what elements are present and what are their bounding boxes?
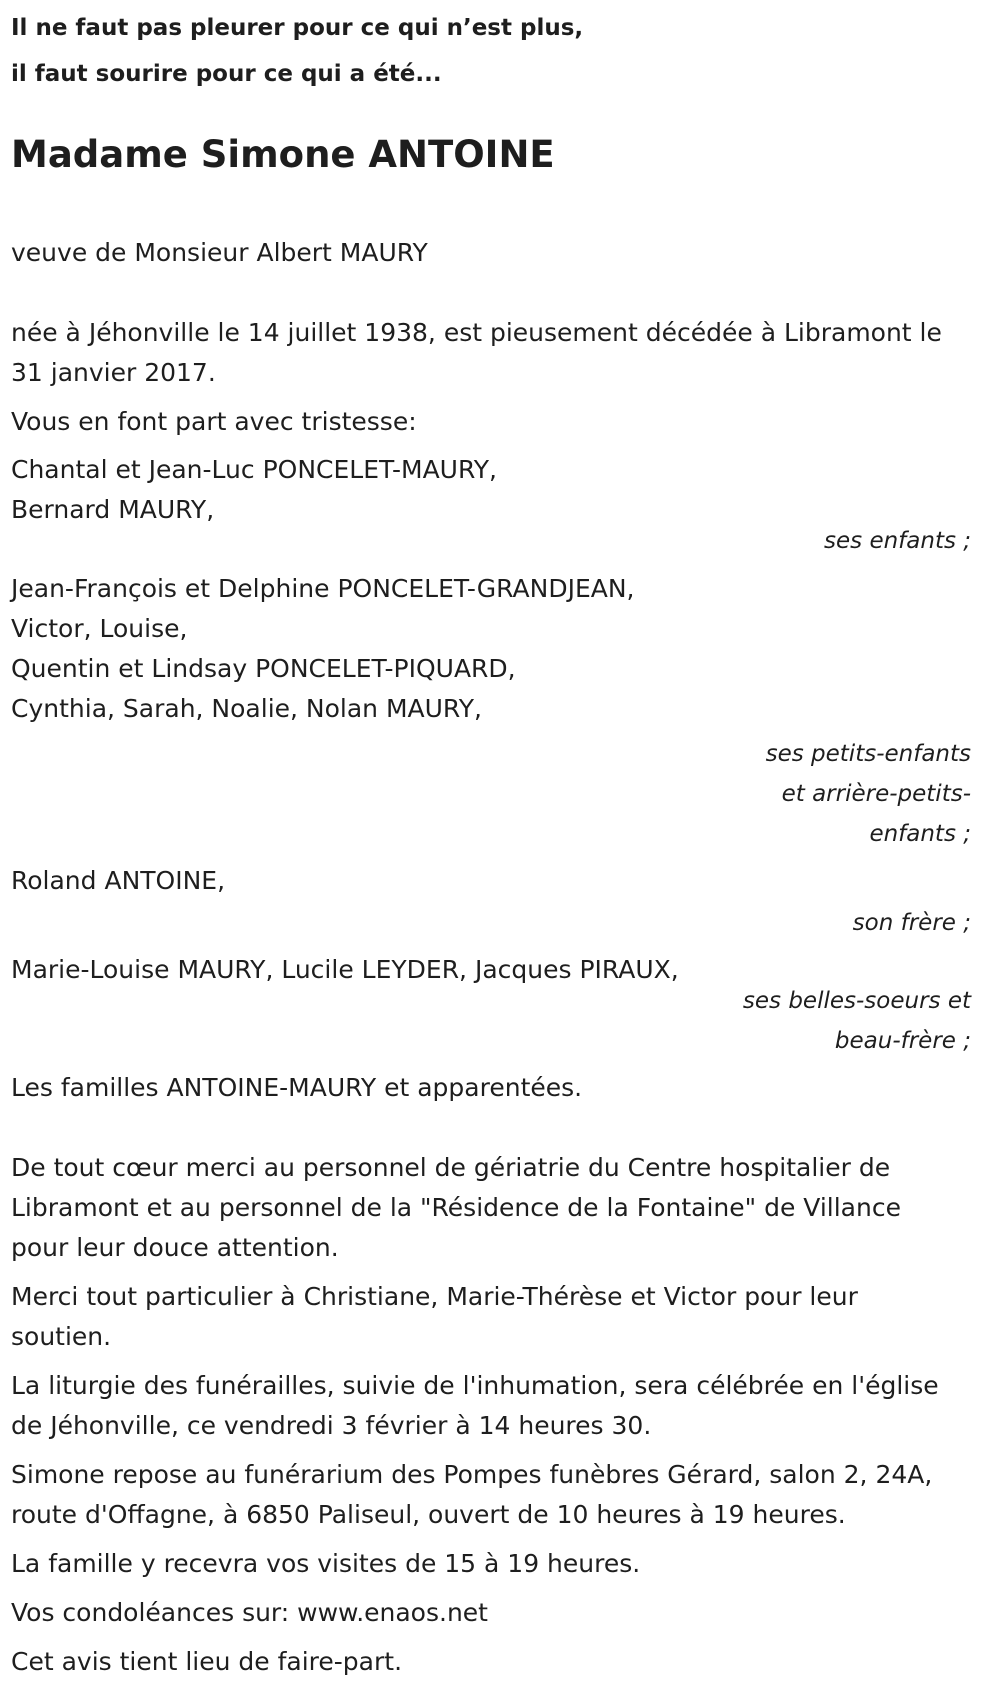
visits-info: La famille y recevra vos visites de 15 à 19 heures. xyxy=(11,1549,641,1578)
thanks-paragraph xyxy=(11,1148,971,1268)
role-line: ses petits-enfants xyxy=(765,741,971,767)
family-name-line: Quentin et Lindsay PONCELET-PIQUARD, xyxy=(11,654,516,683)
funeral-home-paragraph xyxy=(11,1455,971,1535)
epigraph-line-2: il faut sourire pour ce qui a été... xyxy=(11,61,442,87)
paragraph-line: Merci tout particulier à Christiane, Marie-Thérèse et Victor pour leur xyxy=(11,1282,858,1311)
children-role: ses enfants ; xyxy=(824,528,971,554)
grandchildren-role xyxy=(726,734,971,854)
notice-statement: Cet avis tient lieu de faire-part. xyxy=(11,1647,403,1676)
birth-death-line-1: née à Jéhonville le 14 juillet 1938, est pieusement décédée à Libramont le xyxy=(11,318,942,347)
paragraph-line: soutien. xyxy=(11,1322,112,1351)
grandchildren-names xyxy=(11,569,971,729)
birth-death-info xyxy=(11,313,971,393)
epigraph xyxy=(11,5,971,97)
role-line: enfants ; xyxy=(869,821,971,847)
widow-of: veuve de Monsieur Albert MAURY xyxy=(11,238,428,267)
family-name-line: Jean-François et Delphine PONCELET-GRANDJEAN, xyxy=(11,574,635,603)
epigraph-line-1: Il ne faut pas pleurer pour ce qui n’est plus, xyxy=(11,15,584,41)
role-line: beau-frère ; xyxy=(834,1028,971,1054)
family-name-line: Cynthia, Sarah, Noalie, Nolan MAURY, xyxy=(11,694,482,723)
paragraph-line: de Jéhonville, ce vendredi 3 février à 14 heures 30. xyxy=(11,1411,652,1440)
liturgy-paragraph xyxy=(11,1366,971,1446)
condolences-info: Vos condoléances sur: www.enaos.net xyxy=(11,1598,488,1627)
brother-names xyxy=(11,861,971,901)
children-names xyxy=(11,450,971,530)
paragraph-line: route d'Offagne, à 6850 Paliseul, ouvert de 10 heures à 19 heures. xyxy=(11,1500,846,1529)
extended-families: Les familles ANTOINE-MAURY et apparentées. xyxy=(11,1073,583,1102)
role-line: et arrière-petits- xyxy=(781,781,971,807)
family-name-line: Roland ANTOINE, xyxy=(11,866,226,895)
paragraph-line: pour leur douce attention. xyxy=(11,1233,339,1262)
obituary-notice xyxy=(11,0,971,1682)
paragraph-line: La liturgie des funérailles, suivie de l'inhumation, sera célébrée en l'église xyxy=(11,1371,939,1400)
deceased-name: Madame Simone ANTOINE xyxy=(11,133,555,176)
family-name-line: Bernard MAURY, xyxy=(11,495,215,524)
family-name-line: Victor, Louise, xyxy=(11,614,188,643)
birth-death-line-2: 31 janvier 2017. xyxy=(11,358,216,387)
brother-role: son frère ; xyxy=(852,910,971,936)
family-name-line: Chantal et Jean-Luc PONCELET-MAURY, xyxy=(11,455,497,484)
paragraph-line: De tout cœur merci au personnel de gériatrie du Centre hospitalier de xyxy=(11,1153,891,1182)
special-thanks-paragraph xyxy=(11,1277,971,1357)
paragraph-line: Simone repose au funérarium des Pompes funèbres Gérard, salon 2, 24A, xyxy=(11,1460,933,1489)
paragraph-line: Libramont et au personnel de la "Résidence de la Fontaine" de Villance xyxy=(11,1193,901,1222)
role-line: ses belles-soeurs et xyxy=(742,988,971,1014)
family-name-line: Marie-Louise MAURY, Lucile LEYDER, Jacques PIRAUX, xyxy=(11,955,679,984)
share-intro: Vous en font part avec tristesse: xyxy=(11,407,417,436)
in-laws-role xyxy=(726,981,971,1061)
